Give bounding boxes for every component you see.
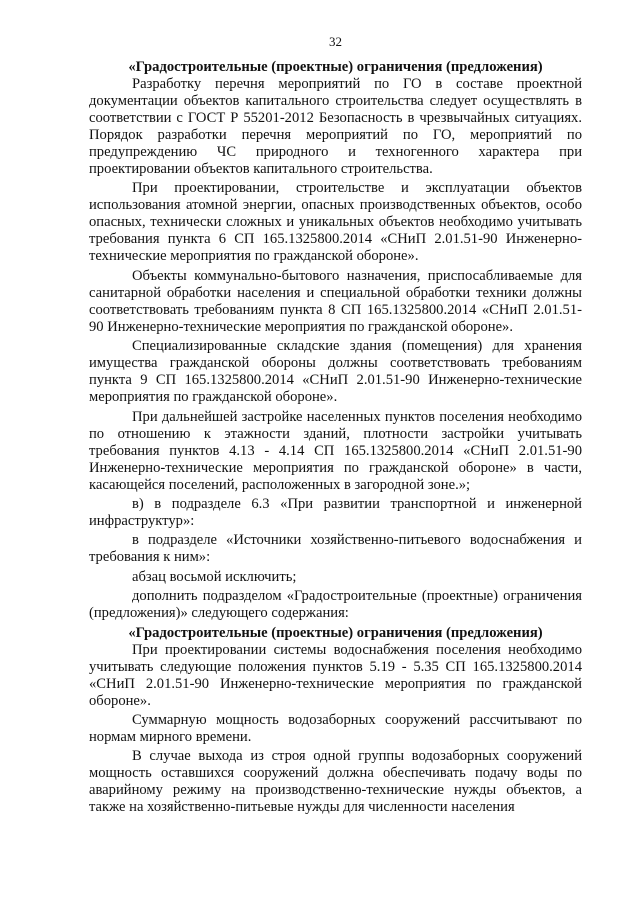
paragraph-add-subsection: дополнить подразделом «Градостроительные (проектные) ограничения (предложения)» следующего содержания: — [89, 588, 582, 622]
section-heading-2: «Градостроительные (проектные) ограничения (предложения) — [128, 624, 543, 641]
page-number: 32 — [329, 34, 342, 49]
paragraph-warehouse-buildings: Специализированные складские здания (помещения) для хранения имущества гражданской обороны должны соответствовать требованиям пункта 9 СП 165.1325800.2014 «СНиП 2.01.51-90 Инженерно-технические мероприятия по гражданской обороне». — [89, 338, 582, 406]
paragraph-exclude-eighth: абзац восьмой исключить; — [132, 568, 297, 585]
paragraph-total-capacity: Суммарную мощность водозаборных сооружений рассчитывают по нормам мирного времени. — [89, 711, 582, 745]
paragraph-further-development: При дальнейшей застройке населенных пунктов поселения необходимо по отношению к этажности зданий, плотности застройки учитывать требования пунктов 4.13 - 4.14 СП 165.1325800.2014 «СНиП 2.01.51-90 Инженерно-технические мероприятия по гражданской обороне» в части, касающейся поселений, расположенных в загородной зоне.»; — [89, 408, 582, 493]
paragraph-municipal-objects: Объекты коммунально-бытового назначения, приспосабливаемые для санитарной обработки населения и специальной обработки техники должны соответствовать требованиям пункта 8 СП 165.1325800.2014 «СНиП 2.01.51-90 Инженерно-технические мероприятия по гражданской обороне». — [89, 267, 582, 335]
paragraph-go-measures-list: Разработку перечня мероприятий по ГО в составе проектной документации объектов капитального строительства следует осуществлять в соответствии с ГОСТ Р 55201-2012 Безопасность в чрезвычайных ситуациях. Порядок разработки перечня мероприятий по ГО, мероприятий по предупреждению ЧС природного и техногенного характера при проектировании объектов капитального строительства. — [89, 76, 582, 177]
paragraph-emergency-mode: В случае выхода из строя одной группы водозаборных сооружений мощность оставшихся сооружений должна обеспечивать подачу воды по аварийному режиму на производственно-технические нужды объектов, а также на хозяйственно-питьевые нужды для численности населения — [89, 748, 582, 816]
paragraph-water-sources: в подразделе «Источники хозяйственно-питьевого водоснабжения и требования к ним»: — [89, 532, 582, 566]
paragraph-subsection-6-3: в) в подразделе 6.3 «При развитии транспортной и инженерной инфраструктур»: — [89, 495, 582, 529]
paragraph-hazardous-objects: При проектировании, строительстве и эксплуатации объектов использования атомной энергии, опасных производственных объектов, особо опасных, технически сложных и уникальных объектов необходимо учитывать требования пункта 6 СП 165.1325800.2014 «СНиП 2.01.51-90 Инженерно-технические мероприятия по гражданской обороне». — [89, 180, 582, 265]
section-heading-1: «Градостроительные (проектные) ограничения (предложения) — [128, 59, 543, 75]
paragraph-water-supply-design: При проектировании системы водоснабжения поселения необходимо учитывать следующие положения пунктов 5.19 - 5.35 СП 165.1325800.2014 «СНиП 2.01.51-90 Инженерно-технические мероприятия по гражданской обороне». — [89, 641, 582, 709]
